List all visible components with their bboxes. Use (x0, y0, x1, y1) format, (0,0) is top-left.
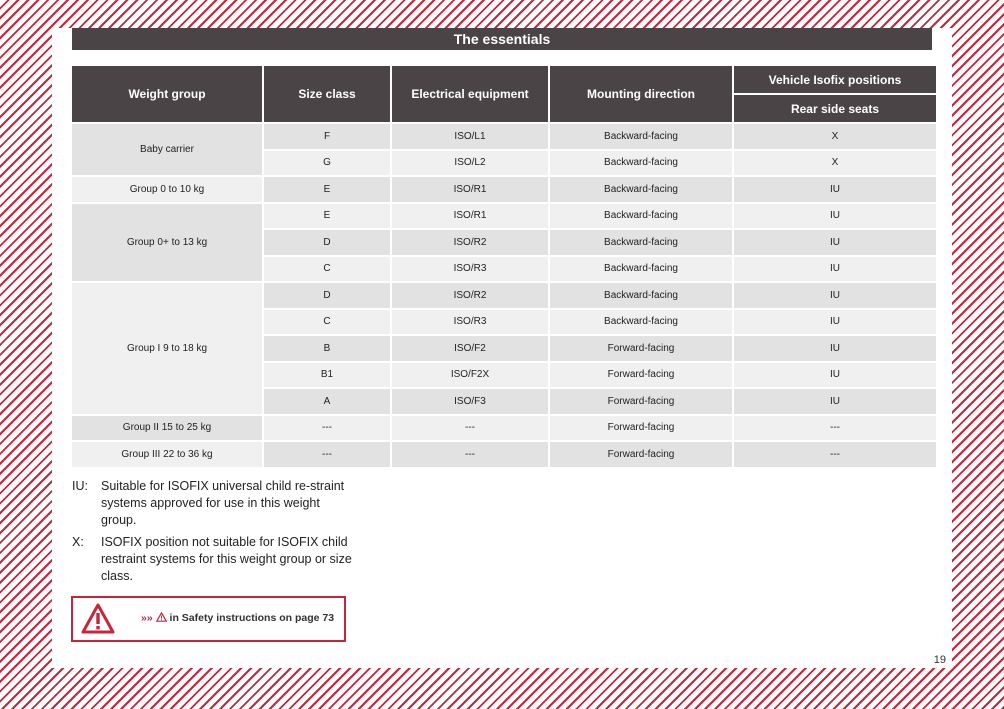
mounting-direction-cell: Forward-facing (550, 336, 732, 363)
electrical-equipment-cell: ISO/L1 (392, 124, 548, 151)
size-class-cell: B (264, 336, 390, 363)
electrical-equipment-cell: ISO/R2 (392, 230, 548, 257)
mounting-direction-cell: Forward-facing (550, 442, 732, 469)
electrical-equipment-cell: ISO/F2 (392, 336, 548, 363)
rear-side-seats-cell: IU (734, 230, 936, 257)
page-number: 19 (933, 654, 946, 666)
mounting-direction-cell: Backward-facing (550, 151, 732, 178)
rear-side-seats-cell: --- (734, 442, 936, 469)
legend-text: Suitable for ISOFIX universal child re-straint systems approved for use in this weight group. (101, 479, 345, 527)
rear-side-seats-cell: --- (734, 416, 936, 443)
size-class-cell: F (264, 124, 390, 151)
weight-group-cell: Group I 9 to 18 kg (72, 283, 262, 416)
size-class-cell: --- (264, 416, 390, 443)
weight-group-cell: Group III 22 to 36 kg (72, 442, 262, 469)
rear-side-seats-cell: X (734, 151, 936, 178)
section-title: The essentials (72, 28, 932, 50)
rear-side-seats-cell: IU (734, 336, 936, 363)
mounting-direction-cell: Forward-facing (550, 363, 732, 390)
size-class-cell: B1 (264, 363, 390, 390)
rear-side-seats-cell: IU (734, 389, 936, 416)
legend-key: X: (72, 535, 84, 549)
electrical-equipment-cell: ISO/F2X (392, 363, 548, 390)
mounting-direction-cell: Backward-facing (550, 177, 732, 204)
size-class-cell: C (264, 257, 390, 284)
safety-warning-box (71, 596, 346, 642)
table-row (72, 204, 936, 231)
table-row (72, 177, 936, 204)
electrical-equipment-cell: ISO/R2 (392, 283, 548, 310)
header-mounting-direction: Mounting direction (550, 66, 732, 124)
header-weight-group: Weight group (72, 66, 262, 124)
mounting-direction-cell: Backward-facing (550, 283, 732, 310)
rear-side-seats-cell: IU (734, 177, 936, 204)
mounting-direction-cell: Backward-facing (550, 230, 732, 257)
electrical-equipment-cell: ISO/R3 (392, 310, 548, 337)
legend-item-x (72, 534, 352, 585)
size-class-cell: G (264, 151, 390, 178)
size-class-cell: --- (264, 442, 390, 469)
mounting-direction-cell: Backward-facing (550, 310, 732, 337)
legend-item-iu (72, 478, 352, 529)
legend (72, 478, 352, 590)
legend-text: ISOFIX position not suitable for ISOFIX child restraint systems for this weight group or size class. (101, 535, 352, 583)
mounting-direction-cell: Backward-facing (550, 124, 732, 151)
weight-group-cell: Group 0+ to 13 kg (72, 204, 262, 284)
electrical-equipment-cell: ISO/R1 (392, 177, 548, 204)
rear-side-seats-cell: IU (734, 310, 936, 337)
mounting-direction-cell: Forward-facing (550, 416, 732, 443)
size-class-cell: D (264, 230, 390, 257)
warning-triangle-icon (81, 603, 115, 640)
header-vehicle-isofix-positions: Vehicle Isofix positions (734, 66, 936, 95)
weight-group-cell: Group 0 to 10 kg (72, 177, 262, 204)
electrical-equipment-cell: --- (392, 442, 548, 469)
mounting-direction-cell: Backward-facing (550, 257, 732, 284)
header-size-class: Size class (264, 66, 390, 124)
table-row (72, 124, 936, 151)
rear-side-seats-cell: IU (734, 204, 936, 231)
size-class-cell: C (264, 310, 390, 337)
manual-page (52, 28, 952, 668)
table-row (72, 283, 936, 310)
continue-arrows: »» (141, 612, 153, 624)
rear-side-seats-cell: IU (734, 283, 936, 310)
header-electrical-equipment: Electrical equipment (392, 66, 548, 124)
safety-reference-text: in Safety instructions on page 73 (169, 612, 335, 624)
electrical-equipment-cell: ISO/R3 (392, 257, 548, 284)
mounting-direction-cell: Backward-facing (550, 204, 732, 231)
table-row (72, 416, 936, 443)
electrical-equipment-cell: --- (392, 416, 548, 443)
electrical-equipment-cell: ISO/F3 (392, 389, 548, 416)
rear-side-seats-cell: X (734, 124, 936, 151)
mounting-direction-cell: Forward-facing (550, 389, 732, 416)
small-warning-icon (156, 612, 170, 624)
safety-reference-link[interactable] (141, 612, 334, 624)
weight-group-cell: Group II 15 to 25 kg (72, 416, 262, 443)
table-row (72, 442, 936, 469)
legend-key: IU: (72, 479, 88, 493)
rear-side-seats-cell: IU (734, 363, 936, 390)
rear-side-seats-cell: IU (734, 257, 936, 284)
electrical-equipment-cell: ISO/R1 (392, 204, 548, 231)
size-class-cell: D (264, 283, 390, 310)
size-class-cell: E (264, 204, 390, 231)
size-class-cell: A (264, 389, 390, 416)
electrical-equipment-cell: ISO/L2 (392, 151, 548, 178)
isofix-table (70, 66, 938, 469)
weight-group-cell: Baby carrier (72, 124, 262, 177)
size-class-cell: E (264, 177, 390, 204)
header-rear-side-seats: Rear side seats (734, 95, 936, 124)
